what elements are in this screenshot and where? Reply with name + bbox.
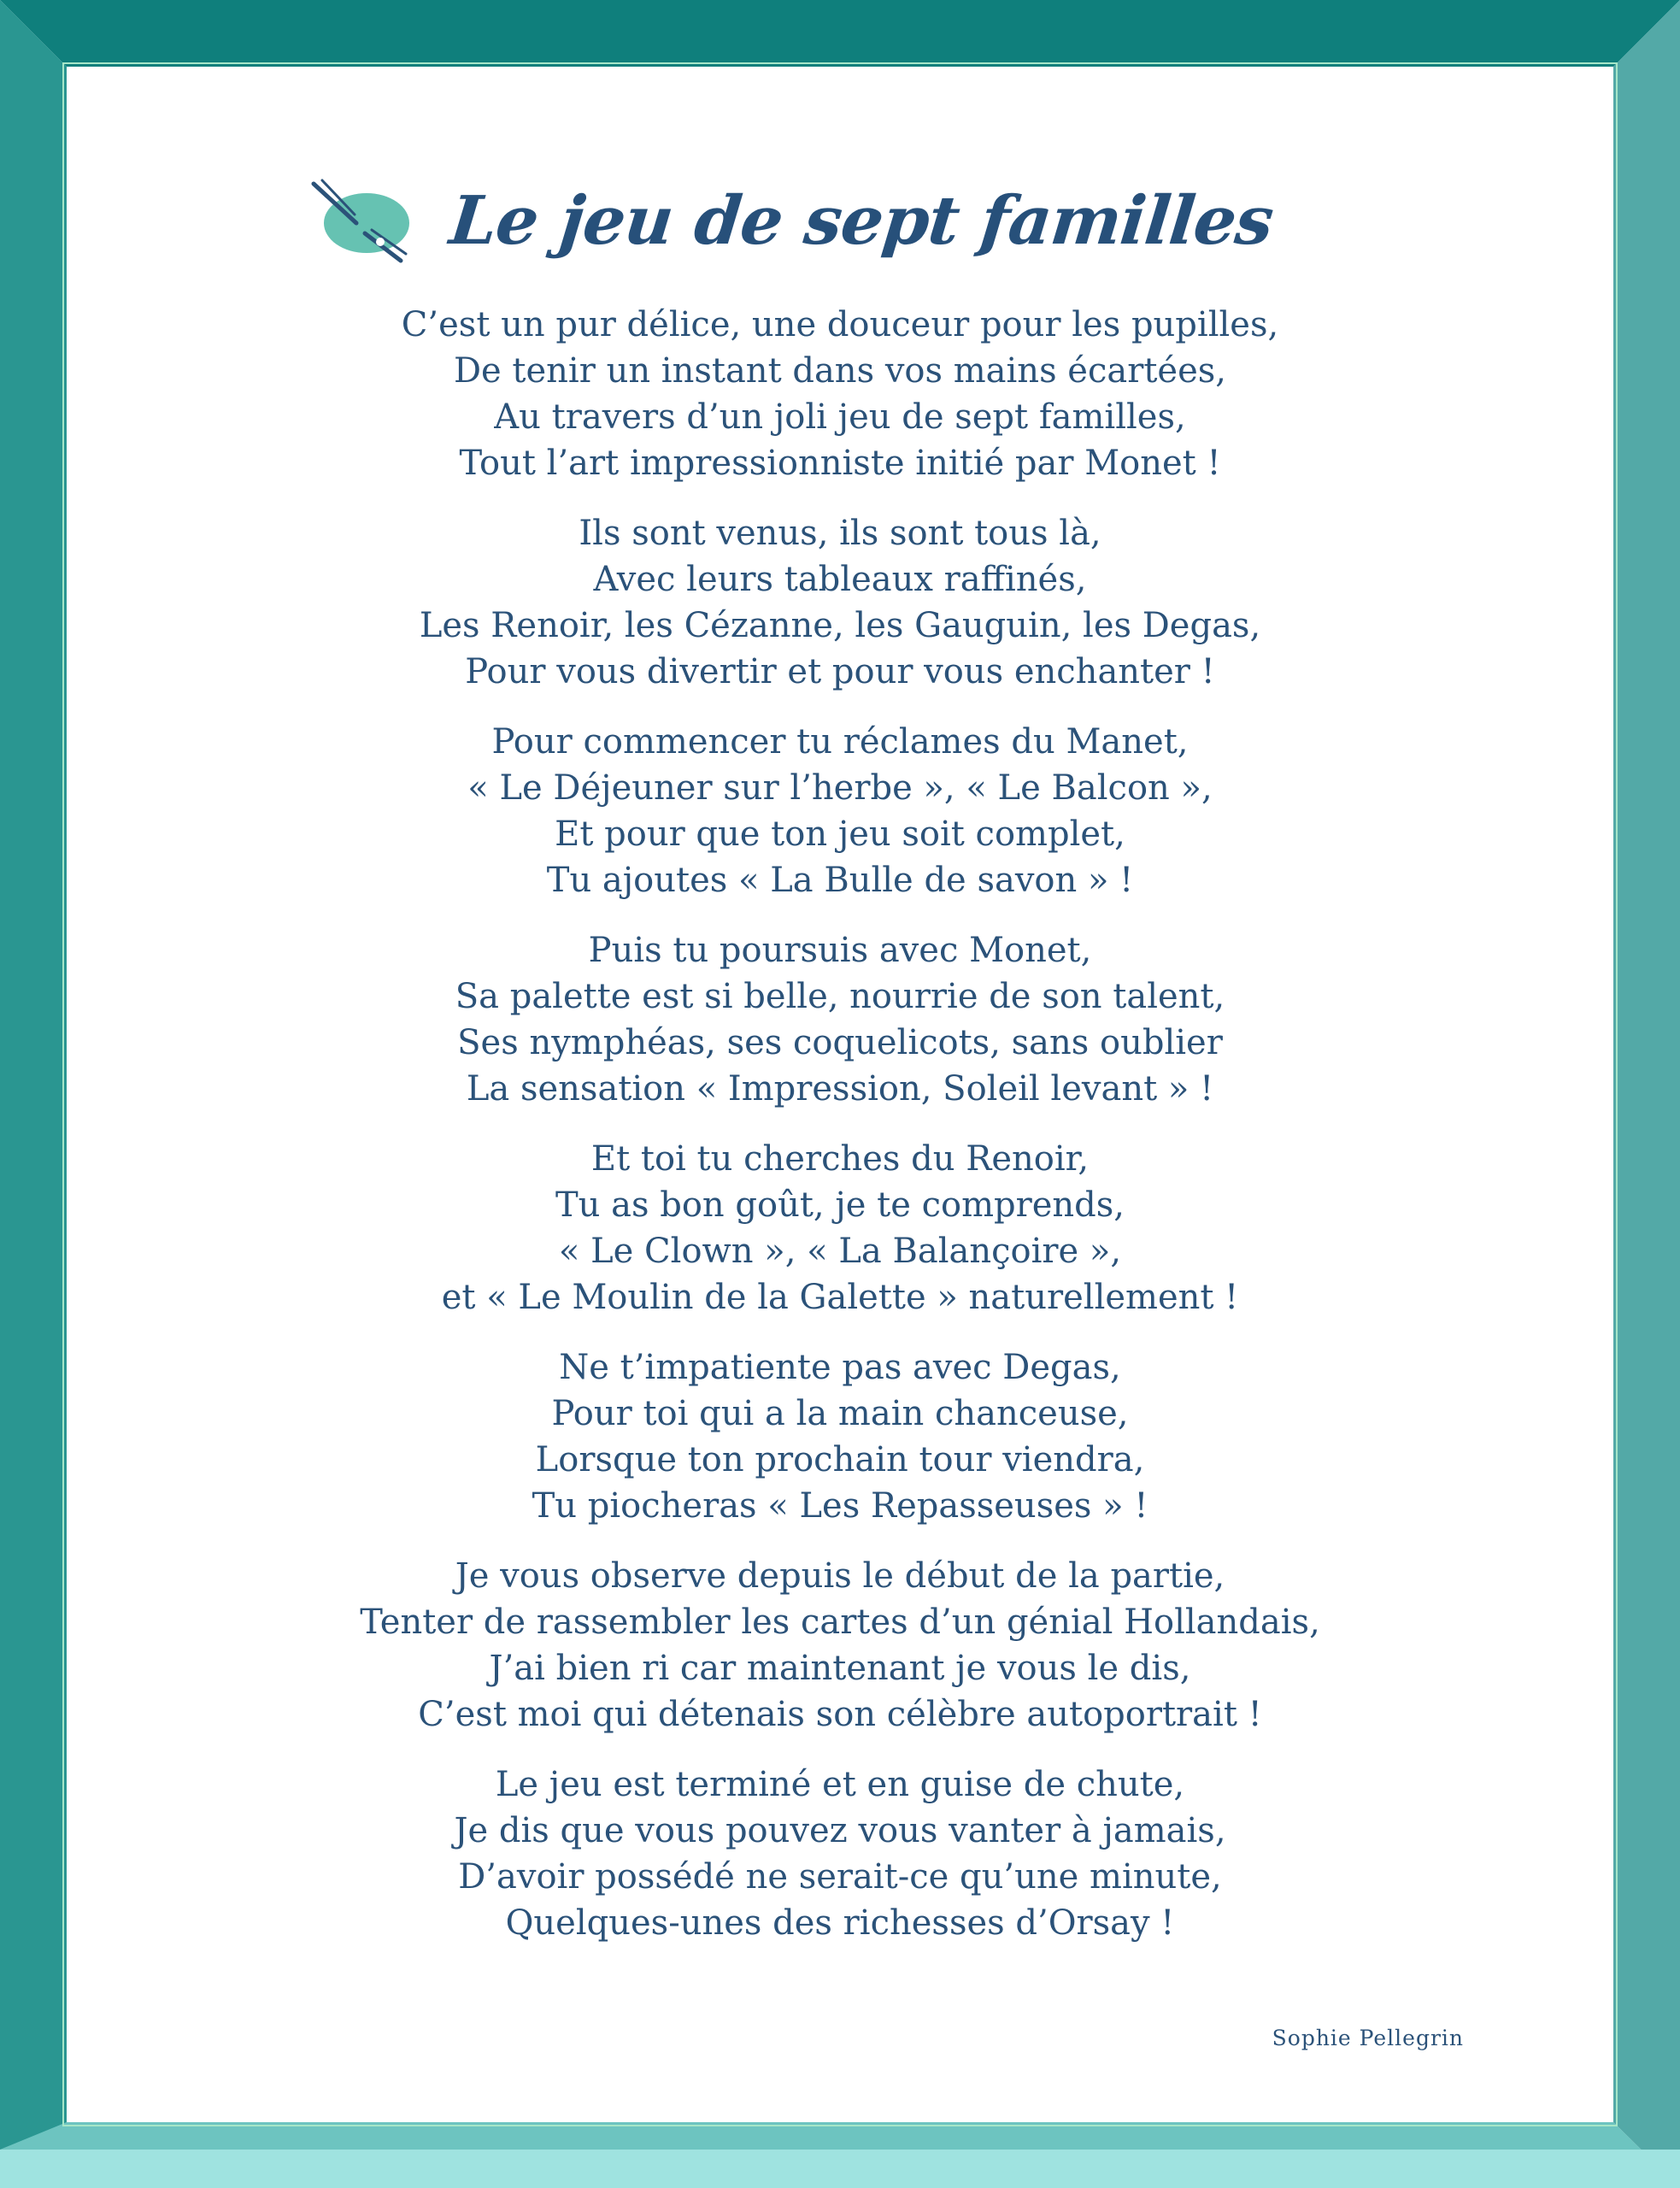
verse-line: De tenir un instant dans vos mains écartées, [453, 351, 1227, 391]
verse-line: Tu as bon goût, je te comprends, [555, 1185, 1125, 1225]
stanza [67, 302, 1613, 486]
verse-line: Lorsque ton prochain tour viendra, [535, 1440, 1145, 1479]
poem [67, 302, 1613, 1970]
stanza [67, 719, 1613, 903]
stanza [67, 1136, 1613, 1320]
poem-page [67, 67, 1613, 2122]
page-title: Le jeu de sept familles [446, 181, 1277, 260]
verse-line: Je vous observe depuis le début de la partie, [455, 1556, 1225, 1596]
verse-line: Ses nymphéas, ses coquelicots, sans oublier [457, 1023, 1223, 1062]
verse-line: Et pour que ton jeu soit complet, [555, 815, 1125, 854]
verse-line: « Le Déjeuner sur l’herbe », « Le Balcon », [467, 768, 1213, 808]
verse-line: Pour toi qui a la main chanceuse, [551, 1394, 1129, 1433]
verse-line: Quelques-unes des richesses d’Orsay ! [505, 1903, 1175, 1943]
verse-line: Pour commencer tu réclames du Manet, [491, 722, 1189, 762]
palette-icon [305, 174, 416, 268]
verse-line: Puis tu poursuis avec Monet, [588, 931, 1092, 970]
stanza [67, 1553, 1613, 1738]
verse-line: « Le Clown », « La Balançoire », [558, 1232, 1122, 1271]
verse-line: La sensation « Impression, Soleil levant » ! [466, 1069, 1214, 1109]
verse-line: Je dis que vous pouvez vous vanter à jamais, [454, 1811, 1226, 1850]
author-signature: Sophie Pellegrin [1272, 2026, 1464, 2050]
stanza [67, 510, 1613, 695]
verse-line: Ils sont venus, ils sont tous là, [579, 514, 1101, 553]
verse-line: Les Renoir, les Cézanne, les Gauguin, les Degas, [419, 606, 1261, 645]
verse-line: Avec leurs tableaux raffinés, [593, 560, 1087, 599]
verse-line: Le jeu est terminé et en guise de chute, [495, 1765, 1185, 1804]
verse-line: D’avoir possédé ne serait-ce qu’une minute, [458, 1857, 1222, 1897]
verse-line: J’ai bien ri car maintenant je vous le dis, [489, 1649, 1191, 1688]
stanza [67, 1762, 1613, 1946]
verse-line: et « Le Moulin de la Galette » naturellement ! [441, 1278, 1239, 1317]
title-row [67, 144, 1613, 297]
stanza [67, 927, 1613, 1112]
verse-line: C’est un pur délice, une douceur pour les pupilles, [401, 305, 1279, 344]
verse-line: Tu ajoutes « La Bulle de savon » ! [546, 861, 1134, 900]
verse-line: Tenter de rassembler les cartes d’un génial Hollandais, [360, 1603, 1320, 1642]
stanza [67, 1344, 1613, 1529]
verse-line: Sa palette est si belle, nourrie de son talent, [455, 977, 1225, 1016]
verse-line: C’est moi qui détenais son célèbre autoportrait ! [418, 1695, 1262, 1734]
verse-line: Tu piocheras « Les Repasseuses » ! [532, 1486, 1148, 1526]
verse-line: Au travers d’un joli jeu de sept familles, [494, 397, 1186, 437]
verse-line: Ne t’impatiente pas avec Degas, [559, 1348, 1121, 1387]
verse-line: Et toi tu cherches du Renoir, [590, 1139, 1090, 1179]
verse-line: Pour vous divertir et pour vous enchanter ! [465, 652, 1215, 691]
verse-line: Tout l’art impressionniste initié par Monet ! [459, 444, 1221, 483]
